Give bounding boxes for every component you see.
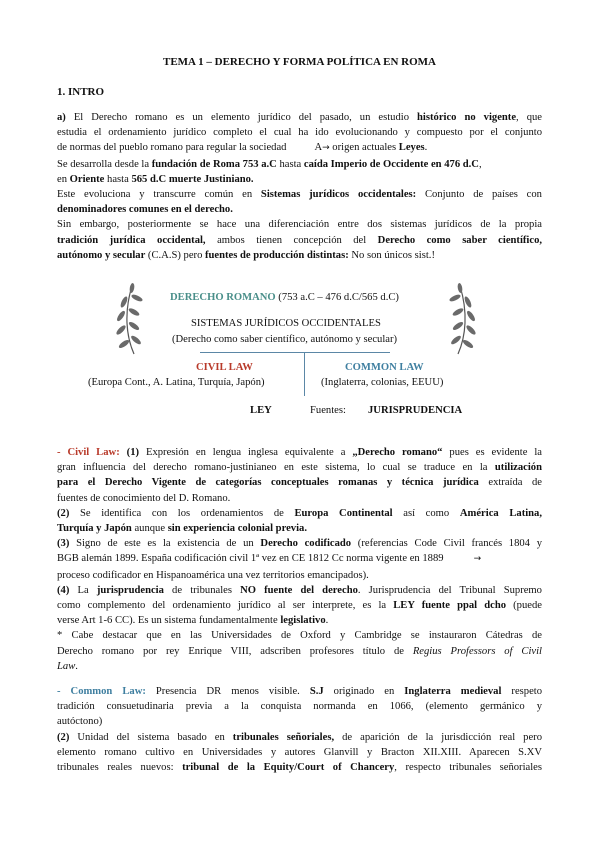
common-line-6: tribunales reales nuevos: tribunal de la Equity/Court of Chancery, respecto tribunales señoriales: [57, 762, 542, 774]
civil-law-subtitle: (Europa Cont., A. Latina, Turquía, Japón): [88, 377, 265, 388]
civil-line-6: Turquía y Japón aunque sin experiencia colonial previa.: [57, 523, 307, 535]
civil-line-3: para el Derecho Vigente de categorías conceptuales romanas y técnica jurídica extraída de: [57, 477, 542, 489]
civil-line-8: BGB alemán 1899. España codificación civil 1ª vez en CE 1812 Cc norma vigente en 1889 →: [57, 553, 482, 565]
laurel-left-icon: [114, 282, 148, 356]
arrow-right-icon: →: [322, 143, 330, 154]
intro-line-9: tradición jurídica occidental, ambos tienen concepción del Derecho como saber científico,: [57, 234, 543, 246]
section-heading-intro: 1. INTRO: [57, 86, 105, 98]
source-jurisprudencia: JURISPRUDENCIA: [368, 405, 463, 416]
connector-vertical: [304, 352, 305, 396]
civil-line-14: Derecho romano por rey Enrique VIII, adscriben profesores título de Regius Professors of Civil: [57, 645, 542, 657]
common-line-3: autóctono): [57, 716, 103, 728]
intro-line-7: denominadores comunes en el derecho.: [57, 204, 233, 216]
civil-line-4: fuentes de conocimiento del D. Romano.: [57, 492, 231, 504]
civil-line-11: como complemento del ordenamiento jurídico al ser interprete, es la LEY fuente ppal dcho (puede: [57, 600, 542, 612]
common-law-section: [57, 684, 542, 775]
intro-line-2: estudia el ordenamiento jurídico completo el cual ha ido evolucionando y compuesto por el conjunto: [57, 127, 542, 139]
intro-paragraph: [57, 110, 542, 263]
laurel-right-icon: [444, 282, 478, 356]
intro-line-1: a) El Derecho romano es un elemento jurídico del pasado, un estudio histórico no vigente, que: [57, 112, 542, 123]
common-line-2: tradición consuetudinaria previa a la conquista normanda en 1066, (elemento germánico y: [57, 701, 542, 713]
legal-systems-diagram: [88, 280, 508, 430]
common-law-subtitle: (Inglaterra, colonias, EEUU): [321, 377, 444, 388]
connector-horizontal: [200, 352, 390, 353]
common-line-4: (2) Unidad del sistema basado en tribunales señoriales, de aparición de la jurisdicción real pero: [57, 731, 543, 743]
sources-label: Fuentes:: [310, 405, 346, 416]
derecho-romano-node: DERECHO ROMANO (753 a.C – 476 d.C/565 d.C): [170, 292, 399, 303]
document-title: TEMA 1 – DERECHO Y FORMA POLÍTICA EN ROMA: [163, 56, 436, 68]
common-law-node: COMMON LAW: [345, 362, 424, 373]
civil-line-1: - Civil Law: (1) Expresión en lengua inglesa equivalente a „Derecho romano“ pues es evidente la: [57, 447, 542, 458]
civil-line-9: proceso codificador en Hispanoamérica una vez territorios emancipados).: [57, 569, 369, 581]
common-line-1: - Common Law: Presencia DR menos visible. S.J originado en Inglaterra medieval respeto: [57, 686, 543, 697]
civil-line-2: gran influencia del derecho romano-justinianeo en este sistema, lo cual se traduce en la utilización: [57, 462, 542, 474]
intro-line-10: autónomo y secular (C.A.S) pero fuentes de producción distintas: No son únicos sist.!: [57, 249, 435, 261]
civil-line-13: * Cabe destacar que en las Universidades de Oxford y Cambridge se instauraron Cátedras de: [57, 630, 542, 642]
sjo-subtitle: (Derecho como saber científico, autónomo y secular): [172, 334, 398, 345]
common-line-5: elemento romano cultivo en Universidades y autores Glanvill y Bracton XII.XIII. Aparecen S.XV: [57, 746, 542, 758]
civil-line-12: verse Art 1-6 CC). Es un sistema fundamentalmente legislativo.: [57, 615, 329, 627]
source-ley: LEY: [250, 405, 272, 416]
intro-line-4: Se desarrolla desde la fundación de Roma 753 a.C hasta caída Imperio de Occidente en 476 d.C,: [57, 158, 482, 170]
intro-line-5: en Oriente hasta 565 d.C muerte Justiniano.: [57, 173, 254, 185]
civil-line-5: (2) Se identifica con los ordenamientos de Europa Continental así como América Latina,: [57, 507, 543, 519]
intro-line-8: Sin embargo, posteriormente se hace una diferenciación entre dos sistemas jurídicos de la propia: [57, 219, 542, 231]
arrow-right-icon: →: [473, 554, 482, 565]
intro-line-3: de normas del pueblo romano para regular la sociedad A→ origen actuales Leyes.: [57, 142, 428, 154]
civil-line-10: (4) La jurisprudencia de tribunales NO fuente del derecho. Jurisprudencia del Tribunal Supremo: [57, 584, 542, 596]
civil-law-node: CIVIL LAW: [196, 362, 253, 373]
sjo-node: SISTEMAS JURÍDICOS OCCIDENTALES: [191, 318, 381, 329]
civil-line-15: Law.: [57, 660, 78, 672]
intro-line-6: Este evoluciona y transcurre común en Sistemas jurídicos occidentales: Conjunto de países con: [57, 189, 542, 201]
civil-line-7: (3) Signo de este es la existencia de un Derecho codificado (referencias Code Civil francés 1804 y: [57, 538, 542, 550]
civil-law-section: [57, 445, 542, 674]
